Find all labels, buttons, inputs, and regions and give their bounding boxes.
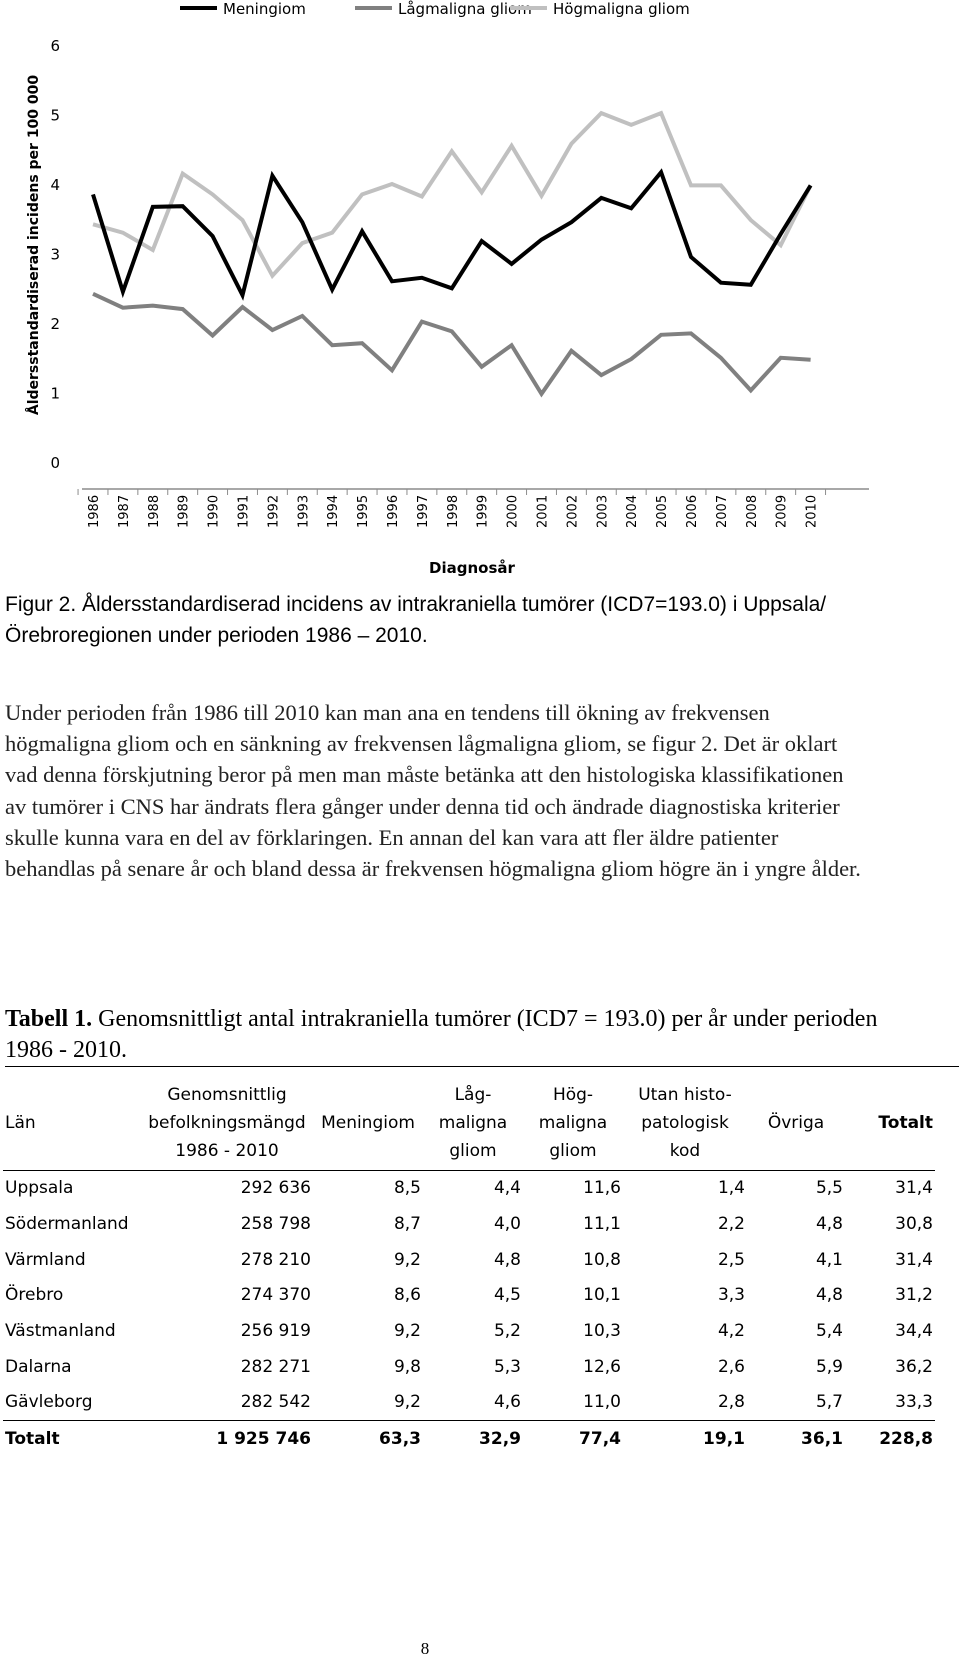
- y-tick-label: 6: [50, 37, 60, 55]
- table-row: [3, 1385, 935, 1421]
- table-cell: 34,4: [895, 1321, 933, 1342]
- table-cell: 36,1: [747, 1421, 845, 1457]
- col-header-meningiom: [313, 1076, 423, 1170]
- chart-series: [93, 113, 811, 394]
- header-line: kod: [669, 1140, 701, 1161]
- table-cell: 1,4: [717, 1178, 745, 1199]
- table-cell: 36,2: [895, 1356, 933, 1377]
- table-cell: 2,8: [717, 1392, 745, 1413]
- table-cell: 31,4: [895, 1178, 933, 1199]
- page-number: 8: [420, 1639, 430, 1658]
- table-row: [3, 1349, 935, 1385]
- table-cell: Södermanland: [5, 1214, 129, 1235]
- header-line: Utan histo-: [638, 1084, 732, 1105]
- header-line: Totalt: [878, 1112, 933, 1133]
- incidence-line-chart: [0, 0, 960, 580]
- table-cell: 8,7: [393, 1214, 421, 1235]
- table-title-rule: [5, 1066, 959, 1067]
- x-tick-label: 2008: [744, 494, 760, 528]
- table-cell: 278 210: [240, 1249, 311, 1270]
- table-cell: 4,6: [493, 1392, 521, 1413]
- table-cell: 9,2: [393, 1321, 421, 1342]
- header-line: gliom: [549, 1140, 597, 1161]
- x-axis-ticks: [78, 489, 826, 528]
- table-cell: 4,2: [717, 1321, 745, 1342]
- header-line: Meningiom: [321, 1112, 415, 1133]
- table-cell: 4,0: [493, 1214, 521, 1235]
- series-line-meningiom: [93, 172, 811, 295]
- x-tick-label: 1996: [386, 494, 401, 528]
- table-row: [3, 1206, 935, 1242]
- x-tick-label: 1987: [116, 494, 132, 528]
- table-cell: 8,5: [393, 1178, 421, 1199]
- table-cell: 2,6: [717, 1356, 745, 1377]
- x-tick-label: 2003: [595, 494, 611, 528]
- table-cell: 32,9: [423, 1421, 523, 1457]
- table-cell: 19,1: [623, 1421, 747, 1457]
- table-cell: 4,4: [493, 1178, 521, 1199]
- table-cell: 77,4: [523, 1421, 623, 1457]
- x-tick-label: 2010: [804, 494, 820, 528]
- header-line: maligna: [438, 1112, 508, 1133]
- x-tick-label: 1994: [326, 494, 342, 528]
- table-cell: 256 919: [240, 1321, 311, 1342]
- col-header-hogmaligna: [523, 1076, 623, 1170]
- table-cell: Värmland: [5, 1249, 86, 1270]
- table-cell: 258 798: [240, 1214, 311, 1235]
- table-cell: 5,7: [815, 1392, 843, 1413]
- table-cell: 274 370: [240, 1285, 311, 1306]
- table-cell: 31,2: [895, 1285, 933, 1306]
- x-tick-label: 1989: [176, 494, 192, 528]
- header-line: gliom: [449, 1140, 497, 1161]
- table-title-label: Tabell 1.: [5, 1006, 93, 1032]
- x-tick-label: 2004: [625, 494, 641, 528]
- table-cell: 10,3: [583, 1321, 621, 1342]
- table-cell: 31,4: [895, 1249, 933, 1270]
- table-cell: 2,5: [717, 1249, 745, 1270]
- table-cell: 3,3: [717, 1285, 745, 1306]
- table-cell: Örebro: [5, 1285, 64, 1306]
- x-tick-label: 2009: [774, 494, 790, 528]
- x-tick-label: 2006: [685, 494, 700, 528]
- series-line-lagmaligna-gliom: [93, 294, 811, 394]
- table-cell: 292 636: [240, 1178, 311, 1199]
- table-cell: 4,8: [815, 1285, 843, 1306]
- table-cell: 10,1: [583, 1285, 621, 1306]
- table-cell: 4,5: [493, 1285, 521, 1306]
- col-header-totalt: [845, 1076, 935, 1170]
- y-tick-label: 4: [50, 176, 60, 194]
- x-tick-label: 1990: [206, 494, 222, 528]
- body-text: [5, 697, 865, 884]
- table-cell: 11,1: [583, 1214, 621, 1235]
- body-paragraph: Under perioden från 1986 till 2010 kan man ana en tendens till ökning av frekvensen högmaligna gliom och en sänkning av frekvensen lågmaligna gliom, se figur 2. Det är oklart vad denna förskjutning beror på men man måste betänka att den histologiska klassifikationen av tumörer i CNS har ändrats flera gånger under denna tid och ändrade diagnostiska kriterier skulle kunna vara en del av förklaringen. En annan del kan vara att fler äldre patienter behandlas på senare år och bland dessa är frekvensen högmaligna gliom högre än i yngre ålder.: [5, 700, 861, 882]
- header-line: Genomsnittlig: [167, 1084, 287, 1105]
- x-tick-label: 1992: [266, 494, 282, 528]
- table-cell: 9,8: [393, 1356, 421, 1377]
- figure-caption: Figur 2. Åldersstandardiserad incidens av intrakraniella tumörer (ICD7=193.0) i Uppsala/Örebroregionen under perioden 1986 – 2010.: [5, 593, 827, 647]
- table-row: [3, 1278, 935, 1314]
- table-cell: 2,2: [717, 1214, 745, 1235]
- x-tick-label: 2001: [535, 494, 551, 528]
- header-line: befolkningsmängd: [148, 1112, 306, 1133]
- x-tick-label: 2005: [655, 494, 671, 528]
- table-total-row: [3, 1421, 935, 1457]
- x-tick-label: 2002: [565, 494, 581, 528]
- y-axis-ticks: [50, 37, 60, 472]
- header-line: Låg-: [454, 1084, 492, 1105]
- table-cell: 8,6: [393, 1285, 421, 1306]
- table-cell: 5,2: [493, 1321, 521, 1342]
- table-cell: 282 271: [240, 1356, 311, 1377]
- y-axis-label: Åldersstandardiserad incidens per 100 000: [26, 74, 42, 416]
- col-header-ovriga: [747, 1076, 845, 1170]
- x-tick-label: 1993: [296, 494, 312, 528]
- header-line: Hög-: [552, 1084, 594, 1105]
- table-cell: 282 542: [240, 1392, 311, 1413]
- header-line: 1986 - 2010: [175, 1140, 279, 1161]
- legend-label: Lågmaligna gliom: [398, 0, 532, 18]
- x-tick-label: 1999: [475, 494, 491, 528]
- table-cell: Dalarna: [5, 1356, 72, 1377]
- header-line: maligna: [538, 1112, 608, 1133]
- table-cell: 4,1: [815, 1249, 843, 1270]
- y-tick-label: 2: [50, 315, 60, 333]
- y-tick-label: 0: [50, 454, 60, 472]
- header-line: Län: [5, 1112, 36, 1133]
- x-axis-label: Diagnosår: [429, 559, 515, 577]
- table-cell: 5,9: [815, 1356, 843, 1377]
- table-cell: Gävleborg: [5, 1392, 93, 1413]
- x-tick-label: 1995: [356, 494, 372, 528]
- table-cell: 9,2: [393, 1392, 421, 1413]
- table-row: [3, 1170, 935, 1206]
- x-tick-label: 2000: [505, 494, 521, 528]
- table-cell: 5,3: [493, 1356, 521, 1377]
- table-cell: 11,6: [583, 1178, 621, 1199]
- y-tick-label: 5: [50, 106, 60, 125]
- table-row: [3, 1242, 935, 1278]
- series-line-hogmaligna-gliom: [93, 113, 811, 276]
- table-cell: 5,5: [815, 1178, 843, 1199]
- table-header-row: [3, 1076, 935, 1170]
- x-tick-label: 2007: [714, 494, 730, 528]
- county-table: [3, 1076, 935, 1457]
- x-tick-label: 1991: [236, 494, 252, 528]
- table-cell: 63,3: [313, 1421, 423, 1457]
- y-tick-label: 3: [50, 245, 60, 264]
- col-header-lan: [3, 1076, 141, 1170]
- y-tick-label: 1: [50, 384, 60, 403]
- table-cell: 33,3: [895, 1392, 933, 1413]
- col-header-lagmaligna: [423, 1076, 523, 1170]
- table-cell: Totalt: [3, 1421, 141, 1457]
- x-tick-label: 1988: [146, 494, 162, 528]
- table-cell: 30,8: [895, 1214, 933, 1235]
- table-cell: Uppsala: [5, 1178, 74, 1199]
- table-cell: 12,6: [583, 1356, 621, 1377]
- x-tick-label: 1986: [87, 494, 102, 528]
- legend-label: Högmaligna gliom: [553, 0, 690, 18]
- table-cell: 228,8: [845, 1421, 935, 1457]
- header-line: Övriga: [767, 1112, 825, 1133]
- table-cell: 4,8: [493, 1249, 521, 1270]
- table-title: [5, 1004, 905, 1066]
- header-line: patologisk: [641, 1112, 729, 1133]
- table-cell: 1 925 746: [141, 1421, 313, 1457]
- table-cell: 10,8: [583, 1249, 621, 1270]
- table-cell: 5,4: [815, 1321, 843, 1342]
- col-header-utan-kod: [623, 1076, 747, 1170]
- legend-label: Meningiom: [223, 0, 306, 18]
- col-header-population: [141, 1076, 313, 1170]
- table-row: [3, 1313, 935, 1349]
- x-tick-label: 1998: [445, 494, 461, 528]
- table-cell: 9,2: [393, 1249, 421, 1270]
- table-cell: 11,0: [583, 1392, 621, 1413]
- chart-legend: [180, 0, 690, 18]
- table-cell: 4,8: [815, 1214, 843, 1235]
- x-tick-label: 1997: [415, 494, 431, 528]
- table-cell: Västmanland: [5, 1321, 116, 1342]
- table-title-text: Genomsnittligt antal intrakraniella tumörer (ICD7 = 193.0) per år under perioden 1986 - 2010.: [5, 1006, 878, 1063]
